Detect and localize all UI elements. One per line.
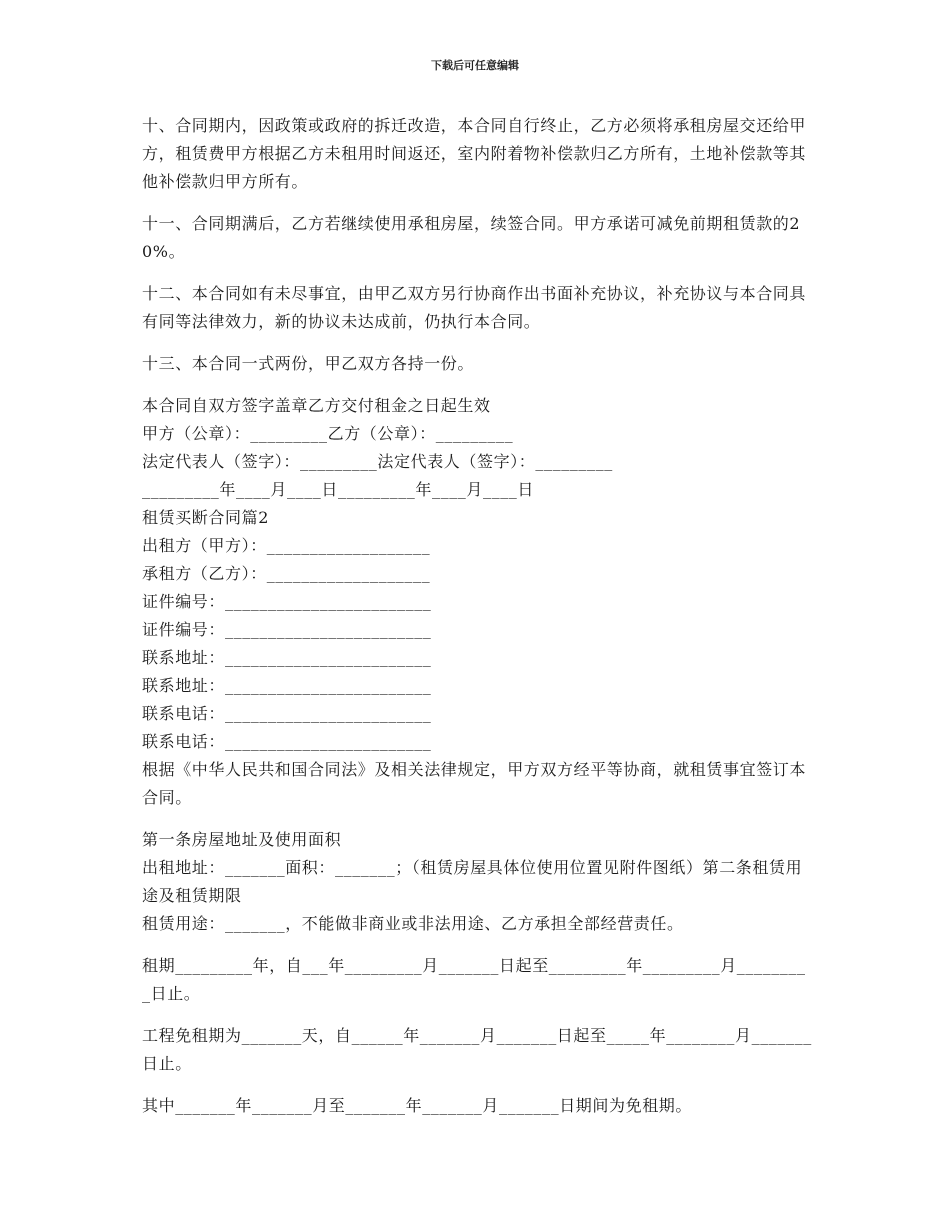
lease-term-line: 租期_________年，自___年_________月_______日起至_________年_________月_________日止。 <box>142 956 806 1003</box>
clause-13: 十三、本合同一式两份，甲乙双方各持一份。 <box>142 354 475 373</box>
page-header: 下载后可任意编辑 <box>431 59 519 72</box>
clause-10: 十、合同期内，因政策或政府的拆迁改造，本合同自行终止，乙方必须将承租房屋交还给甲方，租赁费甲方根据乙方未租用时间返还，室内附着物补偿款归乙方所有，土地补偿款等其他补偿款归甲方所有。 <box>142 116 807 191</box>
phone-field: 联系电话：________________________ <box>142 732 432 751</box>
address-field: 联系地址：________________________ <box>142 648 432 667</box>
rent-free-detail-line: 其中_______年_______月至_______年_______月_______日期间为免租期。 <box>142 1096 693 1115</box>
phone-field: 联系电话：________________________ <box>142 704 432 723</box>
rent-free-period-line: 工程免租期为_______天，自______年_______月_______日起至_____年________月_______日止。 <box>142 1026 812 1073</box>
article-1-title: 第一条房屋地址及使用面积 <box>142 830 342 849</box>
intro-paragraph: 根据《中华人民共和国合同法》及相关法律规定，甲方双方经平等协商，就租赁事宜签订本合同。 <box>142 760 807 807</box>
clause-11: 十一、合同期满后，乙方若继续使用承租房屋，续签合同。甲方承诺可减免前期租赁款的20%。 <box>142 214 801 261</box>
clause-12: 十二、本合同如有未尽事宜，由甲乙双方另行协商作出书面补充协议，补充协议与本合同具有同等法律效力，新的协议未达成前，仍执行本合同。 <box>142 284 807 331</box>
address-field: 联系地址：________________________ <box>142 676 432 695</box>
lessee-field: 承租方（乙方）：___________________ <box>142 564 431 583</box>
usage-line: 租赁用途：_______，不能做非商业或非法用途、乙方承担全部经营责任。 <box>142 914 684 933</box>
id-number-field: 证件编号：________________________ <box>142 592 432 611</box>
seal-line: 甲方（公章）：_________乙方（公章）：_________ <box>142 424 514 443</box>
id-number-field: 证件编号：________________________ <box>142 620 432 639</box>
lessor-field: 出租方（甲方）：___________________ <box>142 536 431 555</box>
effective-statement: 本合同自双方签字盖章乙方交付租金之日起生效 <box>142 396 491 415</box>
section-title: 租赁买断合同篇2 <box>142 508 269 527</box>
representative-line: 法定代表人（签字）：_________法定代表人（签字）：_________ <box>142 452 613 471</box>
date-line: _________年____月____日_________年____月____日 <box>142 480 534 499</box>
address-area-line: 出租地址：_______面积：_______；（租赁房屋具体位使用位置见附件图纸）第二条租赁用途及租赁期限 <box>142 858 803 905</box>
document-body <box>142 112 814 1120</box>
